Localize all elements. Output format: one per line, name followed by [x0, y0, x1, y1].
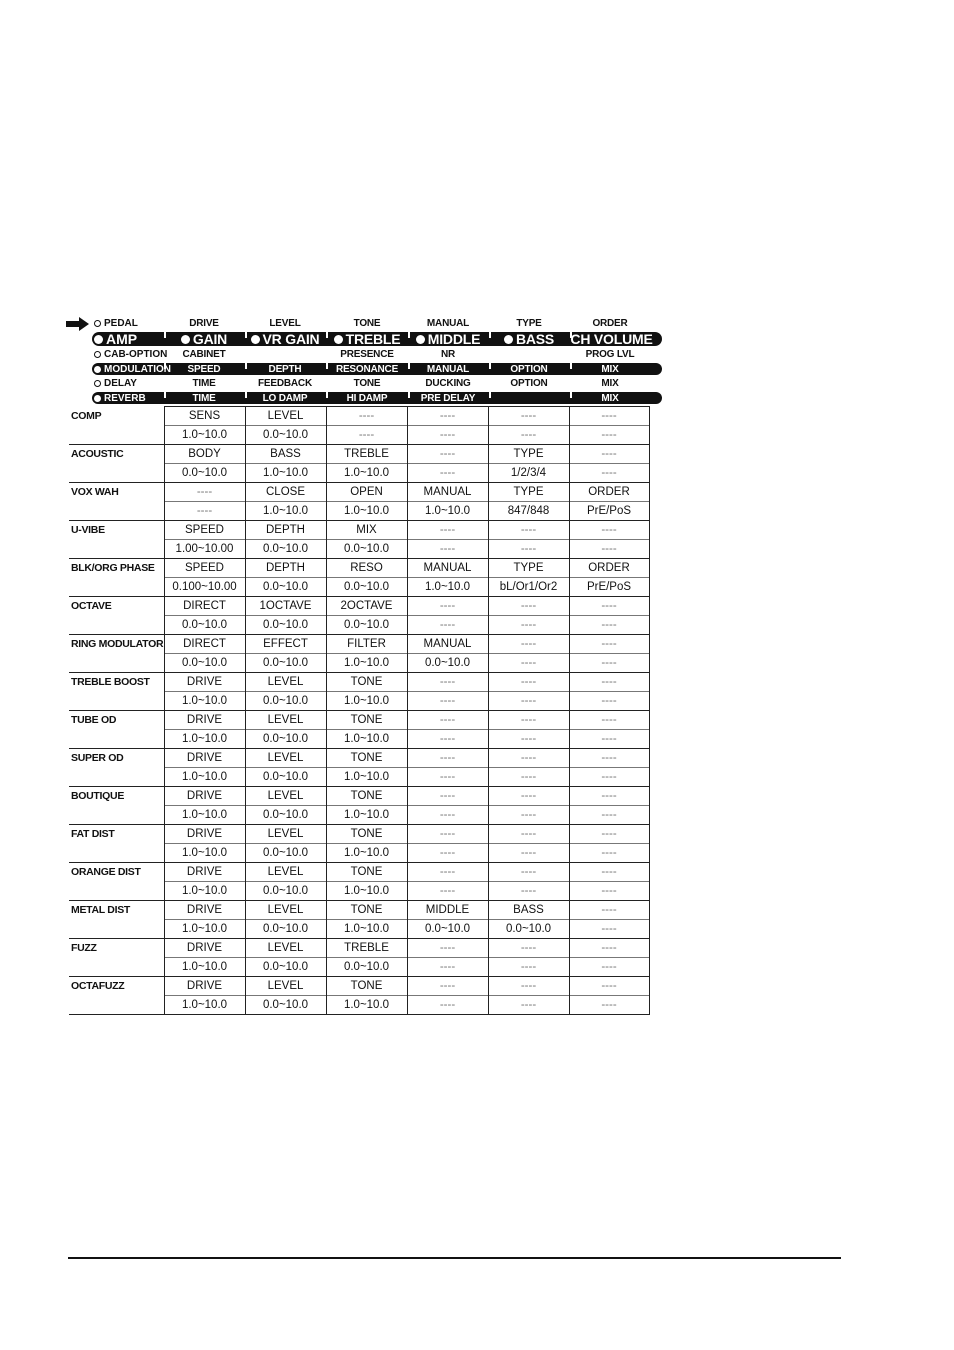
param-name-cell: ----	[569, 939, 649, 958]
param-range-cell: ----	[488, 806, 569, 825]
param-name-cell: DRIVE	[164, 863, 245, 882]
param-name-cell: TYPE	[488, 559, 569, 578]
legend-col-label	[489, 347, 569, 362]
param-name-cell: BASS	[488, 901, 569, 920]
param-name-cell: 2OCTAVE	[326, 597, 407, 616]
param-name-cell: LEVEL	[245, 711, 326, 730]
param-name-cell: SPEED	[164, 521, 245, 540]
legend-row-modulation	[68, 363, 664, 375]
param-name-cell: ----	[569, 673, 649, 692]
param-range-cell: 0.0~10.0	[326, 578, 407, 597]
param-range-cell: 1.0~10.0	[245, 464, 326, 483]
param-range-cell: ----	[488, 540, 569, 559]
led-on-icon	[334, 335, 343, 344]
param-range-cell: 0.0~10.0	[326, 540, 407, 559]
param-range-cell: 1.0~10.0	[326, 730, 407, 749]
legend-label	[94, 316, 138, 331]
param-name-cell: MANUAL	[407, 483, 488, 502]
legend-col-label: TYPE	[516, 318, 542, 329]
param-range-cell: ----	[569, 958, 649, 977]
legend-row-amp	[68, 332, 664, 346]
param-range-cell: ----	[488, 730, 569, 749]
effect-name: ACOUSTIC	[69, 445, 164, 483]
legend-col-label: TIME	[192, 378, 216, 389]
param-name-cell: TONE	[326, 787, 407, 806]
param-name-cell: DIRECT	[164, 597, 245, 616]
effect-name: ORANGE DIST	[69, 863, 164, 901]
legend-col-label: MIX	[601, 378, 619, 389]
param-name-cell: ----	[569, 901, 649, 920]
param-range-cell: 1.0~10.0	[164, 768, 245, 787]
effect-name: COMP	[71, 409, 102, 422]
param-range-cell: ----	[488, 996, 569, 1015]
param-range-cell: 0.0~10.0	[488, 920, 569, 939]
legend-col-text: GAIN	[192, 331, 228, 347]
legend-col-label: OPTION	[510, 378, 548, 389]
param-range-cell: 0.0~10.0	[407, 920, 488, 939]
param-name-cell: TONE	[326, 673, 407, 692]
param-name-cell: TONE	[326, 977, 407, 996]
led-on-icon	[504, 335, 513, 344]
param-range-cell: 1.0~10.0	[326, 654, 407, 673]
param-range-cell: 0.0~10.0	[164, 654, 245, 673]
table-row	[69, 673, 649, 692]
param-name-cell: LEVEL	[245, 749, 326, 768]
param-name-cell: ----	[488, 673, 569, 692]
param-name-cell: ----	[488, 711, 569, 730]
param-name-cell: ----	[569, 635, 649, 654]
param-range-cell: 0.0~10.0	[326, 958, 407, 977]
param-range-cell: ----	[407, 844, 488, 863]
param-name-cell: BODY	[164, 445, 245, 464]
param-range-cell: ----	[488, 958, 569, 977]
legend-col-label: DRIVE	[189, 318, 219, 329]
effect-name: OCTAFUZZ	[69, 977, 164, 1015]
param-range-cell: 0.0~10.0	[245, 730, 326, 749]
legend-label	[94, 332, 137, 346]
effect-name: FAT DIST	[69, 825, 164, 863]
param-name-cell: ----	[569, 787, 649, 806]
legend-col-label: TONE	[353, 378, 381, 389]
param-name-cell: DRIVE	[164, 711, 245, 730]
param-range-cell: 0.0~10.0	[245, 768, 326, 787]
param-name-cell: ----	[488, 521, 569, 540]
param-name-cell: ----	[407, 597, 488, 616]
param-name-cell: ----	[569, 863, 649, 882]
param-range-cell: 1.0~10.0	[326, 464, 407, 483]
legend-col-label: MANUAL	[426, 363, 470, 375]
param-name-cell: RESO	[326, 559, 407, 578]
param-name-cell: MIX	[326, 521, 407, 540]
param-range-cell: 0.0~10.0	[245, 540, 326, 559]
param-name-cell: ----	[407, 749, 488, 768]
legend-col-label: LEVEL	[269, 318, 301, 329]
param-range-cell: 1.0~10.0	[407, 578, 488, 597]
param-name-cell: ----	[407, 977, 488, 996]
legend-label-text: DELAY	[104, 378, 137, 389]
legend-col-label: CABINET	[182, 349, 226, 360]
param-range-cell: 0.100~10.00	[164, 578, 245, 597]
table-row	[69, 711, 649, 730]
param-range-cell: ----	[569, 654, 649, 673]
param-range-cell: ----	[569, 996, 649, 1015]
param-name-cell: ----	[488, 749, 569, 768]
param-name-cell: ----	[488, 635, 569, 654]
param-name-cell: DRIVE	[164, 977, 245, 996]
param-name-cell: DIRECT	[164, 635, 245, 654]
effect-name: TREBLE BOOST	[69, 673, 164, 711]
param-range-cell: 0.0~10.0	[245, 692, 326, 711]
legend-col-label	[408, 332, 488, 346]
legend-col-label: DUCKING	[425, 378, 471, 389]
param-name-cell: LEVEL	[245, 825, 326, 844]
legend-col-label: PRE DELAY	[420, 392, 476, 404]
param-range-cell: ----	[569, 464, 649, 483]
param-range-cell: 1.0~10.0	[326, 882, 407, 901]
param-range-cell: ----	[569, 730, 649, 749]
legend-label-text: MODULATION	[104, 363, 172, 375]
param-name-cell: TREBLE	[326, 939, 407, 958]
param-name-cell: TYPE	[488, 445, 569, 464]
param-range-cell: 1.0~10.0	[326, 502, 407, 521]
param-name-cell: ----	[569, 407, 649, 426]
table-row	[69, 939, 649, 958]
param-name-cell: ----	[407, 407, 488, 426]
param-name-cell: ----	[407, 863, 488, 882]
param-name-cell: TONE	[326, 901, 407, 920]
param-range-cell: 1.0~10.0	[164, 692, 245, 711]
param-name-cell: ----	[569, 825, 649, 844]
param-range-cell: 1.0~10.0	[164, 882, 245, 901]
table-row	[69, 483, 649, 502]
param-name-cell: BASS	[245, 445, 326, 464]
effect-name: BLK/ORG PHASE	[69, 559, 164, 597]
param-name-cell: MANUAL	[407, 635, 488, 654]
legend-col-text: MIDDLE	[427, 331, 481, 347]
param-name-cell: ----	[488, 787, 569, 806]
led-on-icon	[94, 366, 101, 373]
param-name-cell: SPEED	[164, 559, 245, 578]
param-range-cell: ----	[569, 920, 649, 939]
legend-col-text: TREBLE	[345, 331, 401, 347]
param-name-cell: LEVEL	[245, 787, 326, 806]
legend-col-label: MIX	[601, 392, 619, 404]
param-name-cell: LEVEL	[245, 901, 326, 920]
param-name-cell: DRIVE	[164, 901, 245, 920]
param-range-cell: ----	[569, 844, 649, 863]
legend-col-label: DEPTH	[268, 363, 302, 375]
table-row	[69, 825, 649, 844]
param-name-cell: TONE	[326, 825, 407, 844]
table-row	[69, 521, 649, 540]
legend-label-text: AMP	[106, 331, 138, 347]
legend-col-label: ORDER	[592, 318, 628, 329]
table-row	[69, 787, 649, 806]
param-range-cell: ----	[407, 958, 488, 977]
param-name-cell: ----	[488, 939, 569, 958]
legend-label	[94, 363, 171, 375]
param-name-cell: ----	[488, 977, 569, 996]
param-name-cell: ----	[407, 787, 488, 806]
effect-name: FUZZ	[69, 939, 164, 977]
led-on-icon	[251, 335, 260, 344]
param-range-cell: 0.0~10.0	[326, 616, 407, 635]
param-range-cell: PrE/PoS	[569, 502, 649, 521]
table-row	[69, 901, 649, 920]
effect-name: VOX WAH	[69, 483, 164, 521]
param-name-cell: ----	[164, 483, 245, 502]
led-off-icon	[94, 380, 101, 387]
param-range-cell: 1.0~10.0	[326, 692, 407, 711]
legend-label-text: PEDAL	[104, 318, 138, 329]
param-range-cell: 1.0~10.0	[164, 806, 245, 825]
param-name-cell: ----	[407, 521, 488, 540]
legend-col-text: BASS	[515, 331, 555, 347]
table-row	[69, 597, 649, 616]
param-name-cell: DRIVE	[164, 673, 245, 692]
param-name-cell: ----	[407, 825, 488, 844]
param-range-cell: 1.0~10.0	[164, 426, 245, 445]
param-range-cell: 1.0~10.0	[164, 996, 245, 1015]
param-name-cell: LEVEL	[245, 977, 326, 996]
legend-col-label: RESONANCE	[335, 363, 399, 375]
legend-col-label: MIX	[601, 363, 619, 375]
param-range-cell: 0.0~10.0	[245, 578, 326, 597]
param-name-cell: ----	[569, 445, 649, 464]
legend-col-label: TONE	[353, 318, 381, 329]
param-range-cell: 0.0~10.0	[245, 426, 326, 445]
param-name-cell: TYPE	[488, 483, 569, 502]
param-range-cell: ----	[407, 768, 488, 787]
param-range-cell: 0.0~10.0	[245, 958, 326, 977]
table-row	[69, 407, 649, 426]
param-range-cell: ----	[569, 426, 649, 445]
legend-label	[94, 376, 137, 391]
legend-col-label	[327, 332, 407, 346]
param-name-cell: LEVEL	[245, 673, 326, 692]
param-range-cell: 1.0~10.0	[326, 844, 407, 863]
table-row	[69, 445, 649, 464]
param-range-cell: 1.0~10.0	[164, 920, 245, 939]
legend-col-label: OPTION	[510, 363, 548, 375]
param-name-cell: ----	[488, 597, 569, 616]
param-range-cell: 1.0~10.0	[164, 844, 245, 863]
param-name-cell: ----	[407, 939, 488, 958]
param-name-cell: CLOSE	[245, 483, 326, 502]
param-name-cell: TONE	[326, 863, 407, 882]
legend-label-text: REVERB	[104, 392, 146, 404]
param-name-cell: MANUAL	[407, 559, 488, 578]
param-range-cell: ----	[569, 882, 649, 901]
param-range-cell: 1.0~10.0	[326, 806, 407, 825]
param-name-cell: ----	[488, 825, 569, 844]
param-range-cell: 0.0~10.0	[245, 996, 326, 1015]
param-name-cell: OPEN	[326, 483, 407, 502]
led-on-icon	[416, 335, 425, 344]
param-name-cell: DRIVE	[164, 749, 245, 768]
param-name-cell: FILTER	[326, 635, 407, 654]
param-name-cell: LEVEL	[245, 863, 326, 882]
legend-row-pedal	[68, 316, 664, 331]
param-range-cell: ----	[407, 996, 488, 1015]
param-range-cell: ----	[488, 692, 569, 711]
legend-col-text: VR GAIN	[262, 331, 320, 347]
param-range-cell: 0.0~10.0	[164, 464, 245, 483]
legend-col-label: TIME	[192, 392, 216, 404]
param-range-cell: 847/848	[488, 502, 569, 521]
legend-col-label	[245, 347, 325, 362]
param-range-cell: ----	[326, 426, 407, 445]
param-name-cell: ----	[569, 597, 649, 616]
param-range-cell: ----	[569, 768, 649, 787]
param-range-cell: 0.0~10.0	[245, 654, 326, 673]
param-range-cell: ----	[407, 540, 488, 559]
param-range-cell: ----	[569, 616, 649, 635]
arrow-right-icon	[66, 317, 90, 331]
param-name-cell: ----	[407, 673, 488, 692]
legend-col-label	[164, 332, 244, 346]
footer-rule	[68, 1257, 841, 1259]
legend-col-label	[489, 392, 569, 404]
param-range-cell: 1.0~10.0	[407, 502, 488, 521]
param-name-cell: ----	[407, 711, 488, 730]
legend-col-label: MANUAL	[426, 318, 470, 329]
param-range-cell: 0.0~10.0	[245, 882, 326, 901]
param-range-cell: ----	[488, 844, 569, 863]
led-off-icon	[94, 351, 101, 358]
param-range-cell: ----	[407, 806, 488, 825]
effect-name: TUBE OD	[69, 711, 164, 749]
param-range-cell: ----	[569, 692, 649, 711]
param-range-cell: ----	[407, 730, 488, 749]
param-name-cell: DRIVE	[164, 939, 245, 958]
param-range-cell: ----	[407, 464, 488, 483]
param-range-cell: PrE/PoS	[569, 578, 649, 597]
legend-col-label	[570, 331, 653, 347]
legend-col-label: SPEED	[187, 363, 221, 375]
table-row	[69, 559, 649, 578]
param-range-cell: 1/2/3/4	[488, 464, 569, 483]
legend-col-label	[489, 332, 569, 346]
legend-row-reverb	[68, 392, 664, 404]
param-range-cell: 0.0~10.0	[245, 616, 326, 635]
param-range-cell: ----	[407, 882, 488, 901]
param-range-cell: 1.0~10.0	[164, 730, 245, 749]
param-name-cell: MIDDLE	[407, 901, 488, 920]
table-row	[69, 863, 649, 882]
param-range-cell: ----	[569, 540, 649, 559]
param-name-cell: ORDER	[569, 559, 649, 578]
table-row	[69, 977, 649, 996]
param-name-cell: SENS	[164, 407, 245, 426]
legend-label	[94, 347, 167, 362]
legend-label-text: CAB-OPTION	[104, 349, 168, 360]
param-name-cell: LEVEL	[245, 407, 326, 426]
param-name-cell: ORDER	[569, 483, 649, 502]
param-range-cell: ----	[164, 502, 245, 521]
legend-col-label: PROG LVL	[585, 349, 635, 360]
param-range-cell: ----	[407, 616, 488, 635]
legend-col-label: HI DAMP	[346, 392, 388, 404]
param-range-cell: 0.0~10.0	[245, 920, 326, 939]
param-range-cell: ----	[407, 692, 488, 711]
effect-name: METAL DIST	[69, 901, 164, 939]
param-range-cell: 0.0~10.0	[407, 654, 488, 673]
legend-col-label: PRESENCE	[340, 349, 394, 360]
param-name-cell: ----	[488, 407, 569, 426]
param-name-cell: TONE	[326, 711, 407, 730]
param-range-cell: 1.00~10.00	[164, 540, 245, 559]
param-name-cell: ----	[326, 407, 407, 426]
knob-assignment-legend	[68, 316, 664, 405]
led-on-icon	[94, 395, 101, 402]
param-name-cell: DRIVE	[164, 787, 245, 806]
legend-row-cab-option	[68, 347, 664, 362]
legend-col-label	[245, 332, 325, 346]
param-range-cell: 1.0~10.0	[326, 768, 407, 787]
param-range-cell: ----	[488, 616, 569, 635]
legend-col-label: NR	[440, 349, 456, 360]
param-name-cell: TONE	[326, 749, 407, 768]
param-name-cell: LEVEL	[245, 939, 326, 958]
param-name-cell: EFFECT	[245, 635, 326, 654]
param-range-cell: ----	[488, 882, 569, 901]
led-on-icon	[94, 335, 103, 344]
param-range-cell: ----	[488, 654, 569, 673]
param-name-cell: ----	[488, 863, 569, 882]
param-range-cell: ----	[488, 768, 569, 787]
param-range-cell: 1.0~10.0	[326, 920, 407, 939]
legend-label	[94, 392, 146, 404]
param-range-cell: 0.0~10.0	[245, 844, 326, 863]
param-name-cell: ----	[569, 749, 649, 768]
legend-row-delay	[68, 376, 664, 391]
param-name-cell: DEPTH	[245, 521, 326, 540]
param-range-cell: 1.0~10.0	[326, 996, 407, 1015]
legend-col-label: LO DAMP	[262, 392, 308, 404]
param-name-cell: ----	[569, 977, 649, 996]
effect-name: SUPER OD	[69, 749, 164, 787]
legend-col-text: CH VOLUME	[570, 331, 653, 347]
param-range-cell: 0.0~10.0	[245, 806, 326, 825]
table-row	[69, 635, 649, 654]
legend-col-label: FEEDBACK	[258, 378, 312, 389]
param-name-cell: DEPTH	[245, 559, 326, 578]
param-range-cell: ----	[569, 806, 649, 825]
table-row	[69, 749, 649, 768]
param-range-cell: ----	[407, 426, 488, 445]
param-name-cell: DRIVE	[164, 825, 245, 844]
param-range-cell: 1.0~10.0	[164, 958, 245, 977]
effect-name: BOUTIQUE	[69, 787, 164, 825]
led-off-icon	[94, 320, 101, 327]
effect-name: OCTAVE	[69, 597, 164, 635]
param-range-cell: ----	[488, 426, 569, 445]
param-name-cell: TREBLE	[326, 445, 407, 464]
effect-name: RING MODULATOR	[69, 635, 164, 673]
param-name-cell: ----	[407, 445, 488, 464]
param-range-cell: bL/Or1/Or2	[488, 578, 569, 597]
param-name-cell: ----	[569, 521, 649, 540]
param-name-cell: ----	[569, 711, 649, 730]
param-name-cell: 1OCTAVE	[245, 597, 326, 616]
led-on-icon	[181, 335, 190, 344]
param-range-cell: 1.0~10.0	[245, 502, 326, 521]
param-range-cell: 0.0~10.0	[164, 616, 245, 635]
effect-parameter-table	[69, 406, 650, 1015]
effect-name: U-VIBE	[69, 521, 164, 559]
